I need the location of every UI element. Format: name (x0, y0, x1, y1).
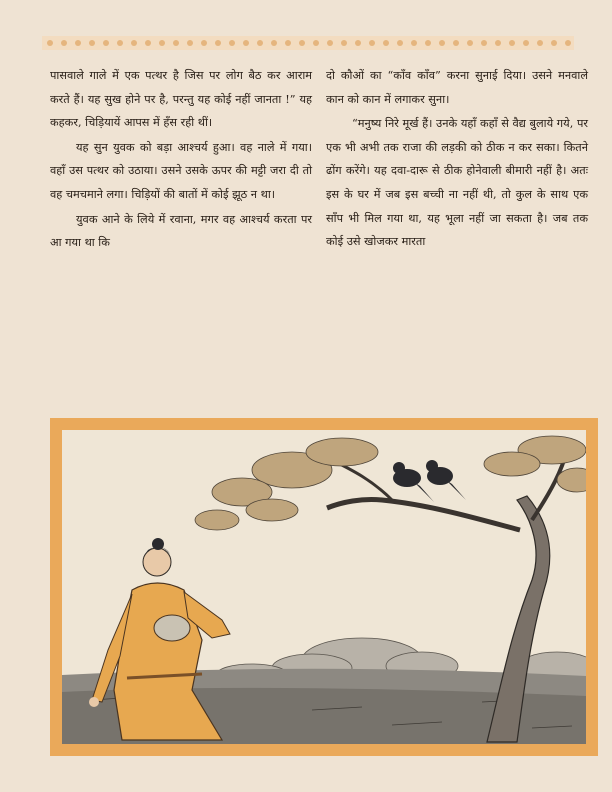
left-text-column (50, 64, 312, 255)
paragraph: “मनुष्य निरे मूर्ख हैं। उनके यहाँ कहाँ से वैद्य बुलाये गये, पर एक भी अभी तक राजा की लड़की को ठीक न कर सका। कितने ढोंग करेंगे। यह दवा-दारू से ठीक होनेवाली बीमारी नहीं है। अतः इस के घर में जब इस बच्ची ना नहीं थी, तो कुल के साथ एक साँप भी मिल गया था, यह भूला नहीं जा सकता है। जब तक कोई उसे खोजकर मारता (326, 117, 588, 249)
paragraph: यह सुन युवक को बड़ा आश्चर्य हुआ। वह नाले में गया। वहाँ उस पत्थर को उठाया। उसने उसके ऊपर की मट्टी जरा दी तो वह चमचमाने लगा। चिड़ियों की बातों में कोई झूठ न था। (50, 140, 312, 201)
paragraph: दो कौओं का “काँव काँव” करना सुनाई दिया। उसने मनवाले कान को कान में लगाकर सुना। (326, 69, 588, 106)
illustration-youth-tree-crows-icon (62, 430, 586, 744)
decorative-border-strip (42, 34, 574, 52)
right-text-column (326, 64, 588, 254)
illustration-frame (50, 418, 598, 756)
paragraph: पासवाले गाले में एक पत्थर है जिस पर लोग बैठ कर आराम करते हैं। यह सुख होने पर है, परन्तु यह कोई नहीं जानता !” यह कहकर, चिड़ियायें आपस में हँस रही थीं। (50, 69, 312, 130)
paragraph: युवक आने के लिये में रवाना, मगर वह आश्चर्य करता पर आ गया था कि (50, 212, 312, 250)
